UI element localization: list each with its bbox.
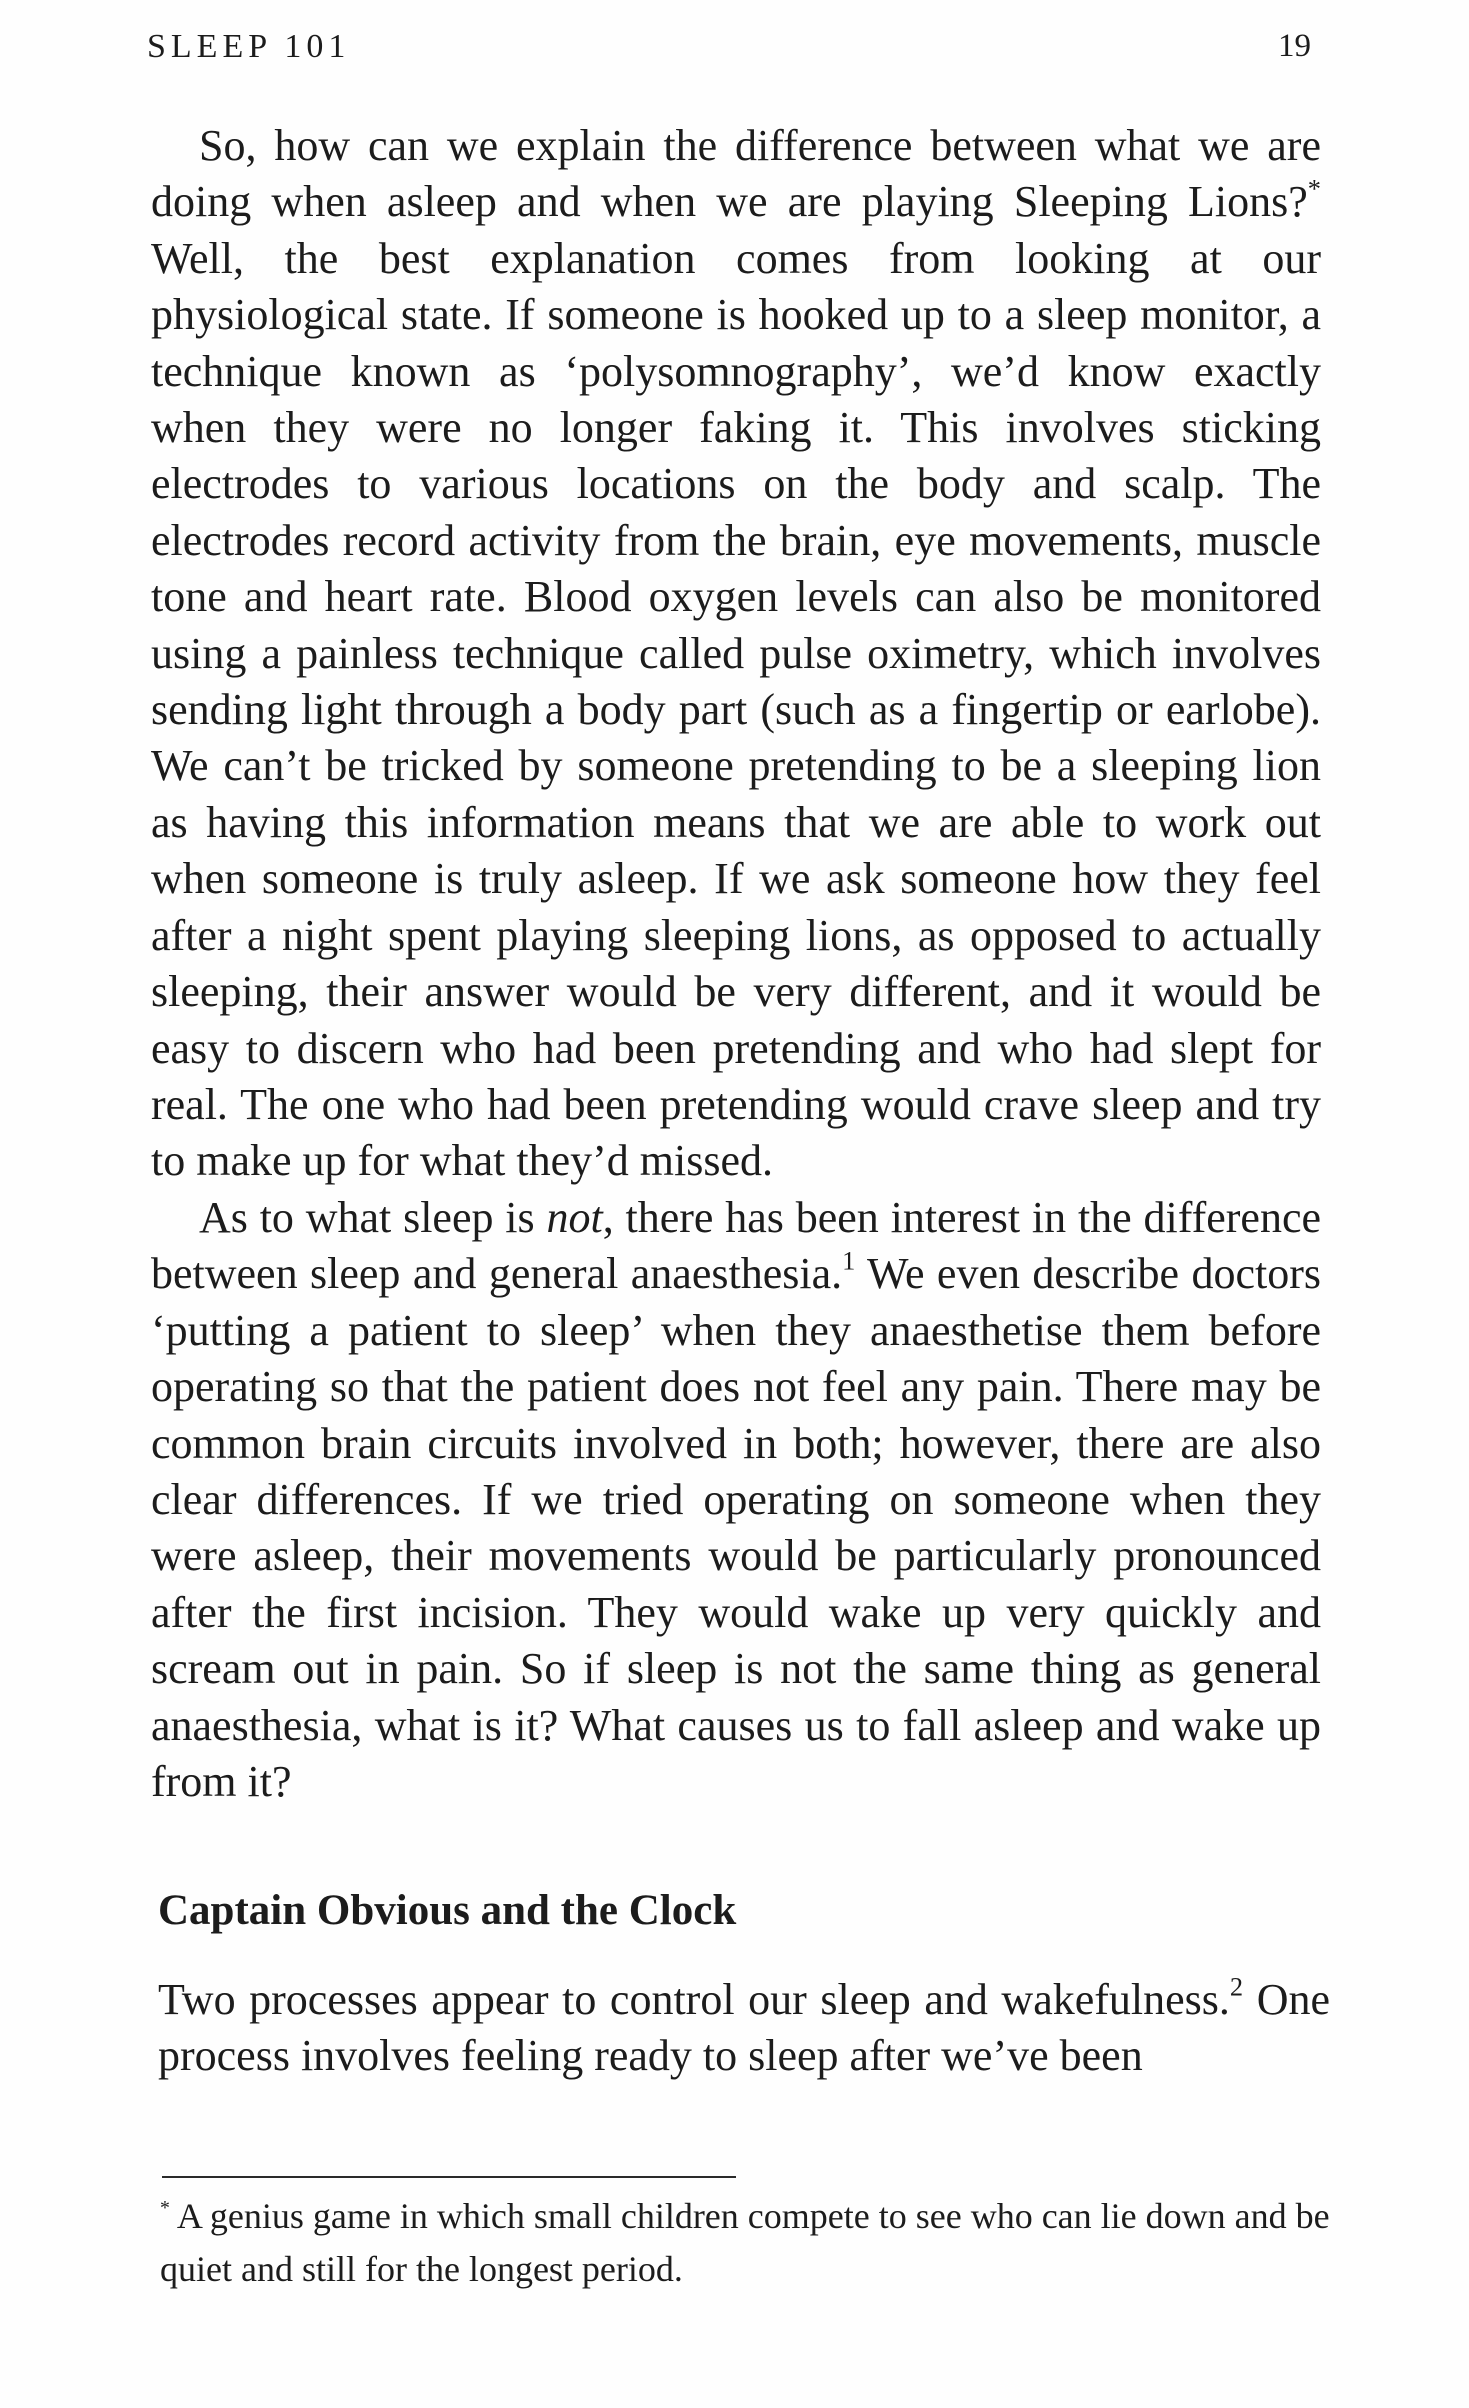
footnote-divider: [162, 2176, 736, 2178]
paragraph-text: We even describe doctors ‘putting a patient to sleep’ when they anaesthetise them before operating so that the patient does not feel any pain. There may be common brain circuits involved in both; however, there are also clear differences. If we tried operating on someone when they were asleep, their movements would be particularly pronounced after the first incision. They would wake up very quickly and scream out in pain. So if sleep is not the same thing as general anaesthesia, what is it? What causes us to fall asleep and wake up from it?: [151, 1249, 1321, 1807]
paragraph-text: One process involves feeling ready to sleep after we’ve been: [158, 1975, 1330, 2081]
emphasis-text: not: [546, 1193, 603, 1242]
paragraph-text: , there has been interest in the difference between sleep and general anaesthesia.: [151, 1193, 1322, 1299]
footnote-marker[interactable]: *: [1307, 173, 1321, 204]
page-number: 19: [1278, 28, 1311, 64]
section-heading: Captain Obvious and the Clock: [158, 1887, 737, 1934]
paragraph-text: Well, the best explanation comes from looking at our physiological state. If someone is hooked up to a sleep monitor, a technique known as ‘polysomnography’, we’d know exactly when they were no longer faking it. This involves sticking electrodes to various locations on the body and scalp. The electrodes record activity from the brain, eye movements, muscle tone and heart rate. Blood oxygen levels can also be monitored using a painless technique called pulse oximetry, which involves sending light through a body part (such as a fingertip or earlobe). We can’t be tricked by someone pretending to be a sleeping lion as having this information means that we are able to work out when someone is truly asleep. If we ask someone how they feel after a night spent playing sleeping lions, as opposed to actually sleeping, their answer would be very different, and it would be easy to discern who had been pretending and who had slept for real. The one who had been pretending would crave sleep and try to make up for what they’d missed.: [151, 233, 1321, 1186]
paragraph-two-processes: [158, 1972, 1330, 2085]
paragraph-text: Two processes appear to control our sleep and wakefulness.: [158, 1975, 1230, 2024]
footnote-text: A genius game in which small children compete to see who can lie down and be quiet and still for the longest period.: [160, 2196, 1330, 2289]
reference-marker[interactable]: 2: [1229, 1971, 1244, 2002]
running-head: SLEEP 101: [147, 28, 351, 65]
footnote: [160, 2190, 1332, 2296]
paragraph-block-1: [151, 118, 1321, 1190]
paragraph-sleeping-lions: [151, 118, 1321, 1190]
paragraph-text: So, how can we explain the difference between what we are doing when asleep and when we are playing Sleeping Lions?: [151, 121, 1321, 227]
paragraph-anaesthesia: [151, 1190, 1321, 1810]
footnote-marker: *: [160, 2197, 170, 2220]
reference-marker[interactable]: 1: [842, 1245, 856, 1276]
paragraph-block-3: [158, 1972, 1330, 2085]
paragraph-block-2: [151, 1190, 1321, 1810]
paragraph-text: As to what sleep is: [199, 1193, 547, 1242]
